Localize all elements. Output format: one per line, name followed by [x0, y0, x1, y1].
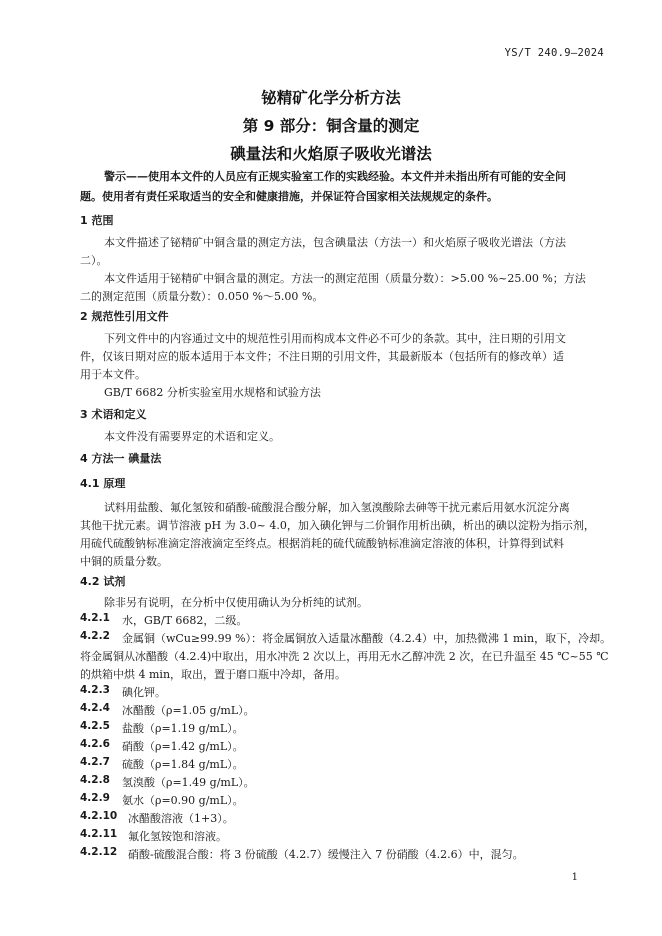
section-4-1-heading: 4.1 原理	[80, 477, 126, 490]
item-number: 4.2.12	[80, 846, 118, 858]
section-4-1-line2: 其他干扰元素。调节溶液 pH 为 3.0~ 4.0，加入碘化钾与二价铜作用析出碘，析出的碘以淀粉为指示剂，	[80, 519, 595, 532]
item-number: 4.2.3	[80, 684, 110, 696]
section-4-1-line3: 用硫代硫酸钠标准滴定溶液滴定至终点。根据消耗的硫代硫酸钠标准滴定溶液的体积，计算得到试料	[80, 537, 564, 550]
section-3-p1: 本文件没有需要界定的术语和定义。	[104, 430, 280, 443]
section-2-p1-line1: 下列文件中的内容通过文中的规范性引用而构成本文件必不可少的条款。其中，注日期的引用文	[104, 332, 566, 345]
section-2-heading: 2 规范性引用文件	[80, 310, 169, 323]
section-1-p1-line2: 二）。	[80, 254, 108, 267]
item-number: 4.2.8	[80, 774, 110, 786]
item-text: 硝酸-硫酸混合酸：将 3 份硫酸（4.2.7）缓慢注入 7 份硝酸（4.2.6）中，混匀。	[128, 848, 524, 861]
section-1-p2-line2: 二的测定范围（质量分数）：0.050 %～5.00 %。	[80, 290, 324, 303]
item-text: 氨水（ρ=0.90 g/mL）。	[122, 794, 244, 807]
item-text: 冰醋酸（ρ=1.05 g/mL）。	[122, 704, 255, 717]
item-text-continued: 将金属铜从冰醋酸（4.2.4)中取出，用水冲洗 2 次以上，再用无水乙醇冲洗 2 次，在已升温至 45 ℃~55 ℃	[80, 650, 609, 663]
warning-line-1: 警示——使用本文件的人员应有正规实验室工作的实践经验。本文件并未指出所有可能的安全问	[104, 170, 566, 183]
section-1-heading: 1 范围	[80, 214, 114, 227]
item-number: 4.2.1	[80, 612, 110, 624]
reference-gbt6682: GB/T 6682 分析实验室用水规格和试验方法	[104, 386, 321, 399]
section-4-1-line1: 试料用盐酸、氟化氢铵和硝酸-硫酸混合酸分解，加入氢溴酸除去砷等干扰元素后用氨水沉淀分离	[104, 501, 570, 514]
item-text: 水，GB/T 6682，二级。	[122, 614, 248, 627]
section-2-p1-line2: 件，仅该日期对应的版本适用于本文件；不注日期的引用文件，其最新版本（包括所有的修改单）适	[80, 350, 564, 363]
item-text: 碘化钾。	[122, 686, 166, 699]
title-line-1: 铋精矿化学分析方法	[261, 89, 401, 107]
title-line-2: 第 9 部分：铜含量的测定	[242, 117, 420, 135]
section-1-p2-line1: 本文件适用于铋精矿中铜含量的测定。方法一的测定范围（质量分数）：>5.00 %~25.00 %；方法	[104, 272, 586, 285]
item-text: 金属铜（wCu≥99.99 %）：将金属铜放入适量冰醋酸（4.2.4）中，加热微沸 1 min，取下，冷却。	[122, 632, 612, 645]
item-text: 氢溴酸（ρ=1.49 g/mL）。	[122, 776, 255, 789]
item-text: 盐酸（ρ=1.19 g/mL）。	[122, 722, 244, 735]
item-text: 硫酸（ρ=1.84 g/mL）。	[122, 758, 244, 771]
item-number: 4.2.6	[80, 738, 110, 750]
section-4-2-heading: 4.2 试剂	[80, 575, 126, 588]
item-text-continued: 的烘箱中烘 4 min，取出，置于磨口瓶中冷却，备用。	[80, 668, 347, 681]
standard-code: YS/T 240.9—2024	[504, 47, 604, 59]
item-number: 4.2.11	[80, 828, 118, 840]
item-number: 4.2.10	[80, 810, 118, 822]
section-3-heading: 3 术语和定义	[80, 408, 147, 421]
item-number: 4.2.4	[80, 702, 110, 714]
title-line-3: 碘量法和火焰原子吸收光谱法	[230, 145, 432, 163]
warning-line-2: 题。使用者有责任采取适当的安全和健康措施，并保证符合国家相关法规规定的条件。	[80, 190, 498, 203]
section-1-p1-line1: 本文件描述了铋精矿中铜含量的测定方法，包含碘量法（方法一）和火焰原子吸收光谱法（方法	[104, 236, 566, 249]
section-4-1-line4: 中铜的质量分数。	[80, 555, 168, 568]
item-number: 4.2.7	[80, 756, 110, 768]
item-text: 冰醋酸溶液（1+3）。	[128, 812, 234, 825]
page-number: 1	[571, 872, 578, 883]
item-text: 氟化氢铵饱和溶液。	[128, 830, 227, 843]
item-number: 4.2.9	[80, 792, 110, 804]
section-2-p1-line3: 用于本文件。	[80, 368, 146, 381]
item-number: 4.2.5	[80, 720, 110, 732]
item-number: 4.2.2	[80, 630, 110, 642]
section-4-heading: 4 方法一 碘量法	[80, 452, 162, 465]
item-text: 硝酸（ρ=1.42 g/mL）。	[122, 740, 244, 753]
section-4-2-intro: 除非另有说明，在分析中仅使用确认为分析纯的试剂。	[104, 596, 368, 609]
